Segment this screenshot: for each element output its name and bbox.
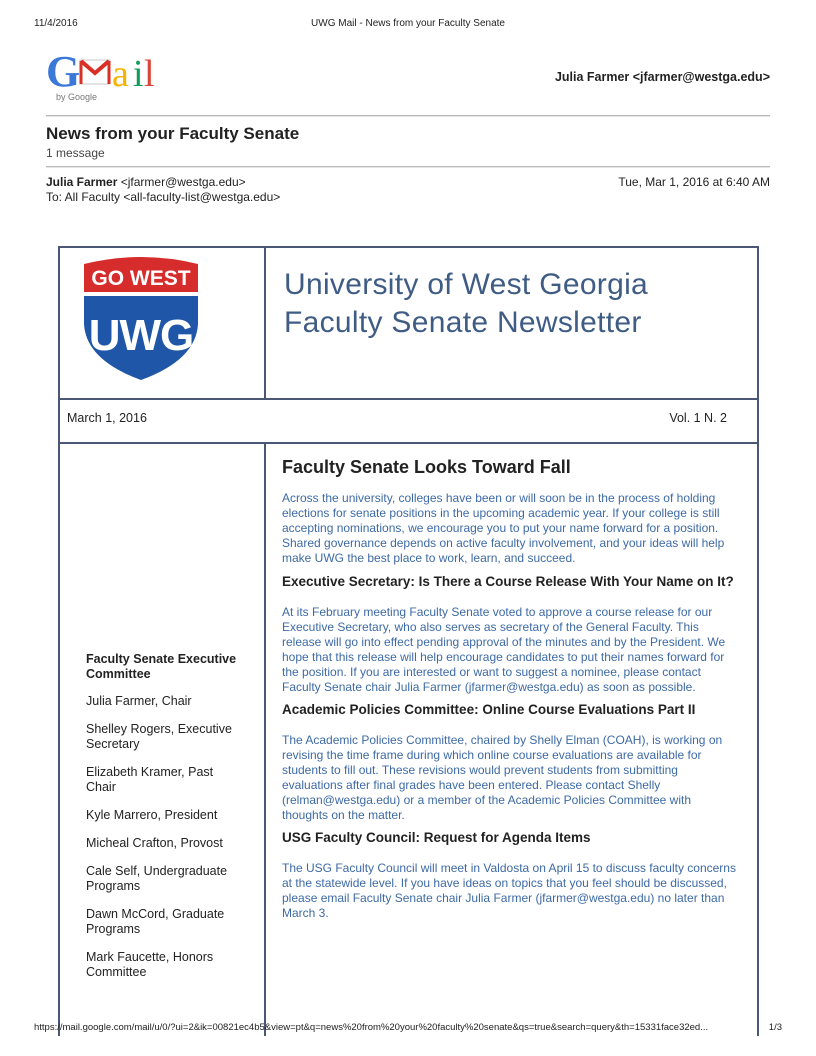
- newsletter-content: [282, 456, 737, 927]
- section-heading: Academic Policies Committee: Online Course Evaluations Part II: [282, 702, 696, 717]
- committee-member: Cale Self, Undergraduate Programs: [86, 864, 228, 893]
- svg-text:G: G: [46, 48, 81, 96]
- executive-committee-sidebar: [86, 652, 246, 993]
- intro-paragraph: Across the university, colleges have been or will soon be in the process of holding elections for senate positions in the upcoming academic year. If your college is still accepting nominations, we encourage you to put your name forward for a position. Shared governance depends on active faculty involvement, and your ideas will help make UWG the best place to work, learn, and succeed.: [282, 491, 725, 565]
- message-count: 1 message: [46, 146, 105, 160]
- divider: [46, 115, 770, 117]
- svg-text:i: i: [133, 53, 144, 95]
- print-title: UWG Mail - News from your Faculty Senate: [311, 18, 505, 29]
- committee-member: Julia Farmer, Chair: [86, 694, 192, 708]
- gmail-byline: by Google: [56, 92, 98, 102]
- sender: [46, 175, 246, 189]
- account-label: Julia Farmer <jfarmer@westga.edu>: [554, 70, 770, 84]
- divider: [46, 166, 770, 168]
- section-body: The USG Faculty Council will meet in Valdosta on April 15 to discuss faculty concerns at the statewide level. If you have ideas on topics that you feel should be discussed, please email Faculty Senate chair Julia Farmer (jfarmer@westga.edu) no later than March 3.: [282, 861, 736, 920]
- committee-member: Dawn McCord, Graduate Programs: [86, 907, 225, 936]
- main-heading: Faculty Senate Looks Toward Fall: [282, 457, 571, 477]
- logo-uwg: UWG: [88, 311, 194, 360]
- committee-member: Elizabeth Kramer, Past Chair: [86, 765, 214, 794]
- section-heading: USG Faculty Council: Request for Agenda Items: [282, 830, 591, 845]
- logo-go-west: GO WEST: [91, 267, 191, 290]
- uwg-shield-logo: [80, 252, 202, 382]
- newsletter-divider: [60, 398, 757, 400]
- newsletter-divider: [264, 442, 266, 1036]
- sender-name: Julia Farmer: [46, 175, 118, 189]
- newsletter-volume: Vol. 1 N. 2: [669, 411, 727, 425]
- message-timestamp: Tue, Mar 1, 2016 at 6:40 AM: [618, 175, 770, 189]
- newsletter-divider: [60, 442, 757, 444]
- page-number: 1/3: [768, 1022, 782, 1033]
- gmail-logo: [46, 48, 176, 106]
- recipients: To: All Faculty <all-faculty-list@westga.edu>: [46, 190, 281, 204]
- svg-text:a: a: [112, 53, 129, 95]
- section-body: At its February meeting Faculty Senate voted to approve a course release for our Executive Secretary, who also serves as secretary of the General Faculty. This release will go into effect pending approval of the minutes and by the President. We hope that this release will help encourage candidates to put their names forward for the position. If you are interested or want to suggest a nominee, please contact Faculty Senate chair Julia Farmer (jfarmer@westga.edu) as soon as possible.: [282, 605, 726, 694]
- newsletter: [58, 246, 759, 1036]
- committee-member: Shelley Rogers, Executive Secretary: [86, 722, 232, 751]
- newsletter-divider: [264, 248, 266, 398]
- newsletter-title-line1: University of West Georgia: [284, 268, 649, 301]
- thread-subject: News from your Faculty Senate: [46, 124, 300, 143]
- newsletter-date: March 1, 2016: [67, 411, 147, 425]
- newsletter-title: [284, 266, 648, 342]
- section-body: The Academic Policies Committee, chaired by Shelly Elman (COAH), is working on revising the time frame during which online course evaluations are available for students to fill out. These revisions would prevent students from submitting evaluations after final grades have been entered. Please contact Shelly (relman@westga.edu) or a member of the Academic Policies Committee with thoughts on the matter.: [282, 733, 723, 822]
- print-url: https://mail.google.com/mail/u/0/?ui=2&ik=00821ec4b5&view=pt&q=news%20from%20your%20faculty%20senate&qs=true&search=query&th=15331face32ed...: [34, 1022, 709, 1033]
- sender-email: <jfarmer@westga.edu>: [120, 175, 246, 189]
- newsletter-title-line2: Faculty Senate Newsletter: [284, 306, 642, 339]
- committee-member: Kyle Marrero, President: [86, 808, 218, 822]
- print-header: [34, 18, 782, 32]
- committee-member: Mark Faucette, Honors Committee: [86, 950, 214, 979]
- sidebar-heading: Faculty Senate Executive Committee: [86, 652, 237, 681]
- section-heading: Executive Secretary: Is There a Course Release With Your Name on It?: [282, 574, 734, 589]
- print-date: 11/4/2016: [34, 18, 78, 29]
- committee-member: Micheal Crafton, Provost: [86, 836, 223, 850]
- svg-text:l: l: [144, 53, 155, 95]
